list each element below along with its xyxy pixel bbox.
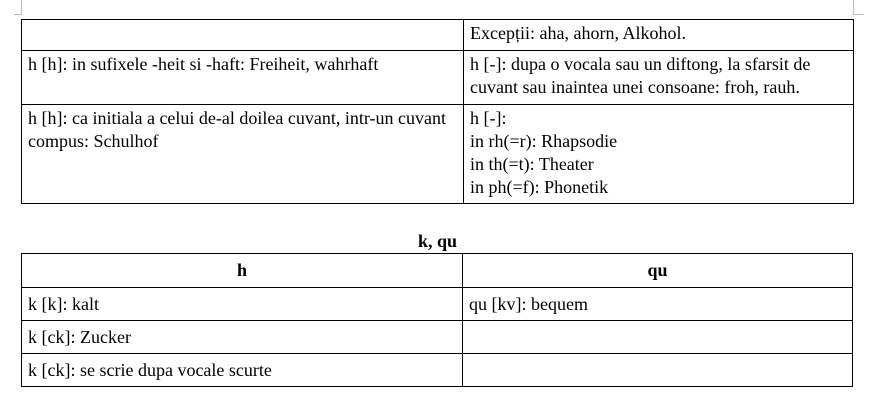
table-cell: [464, 105, 854, 204]
cell-line: in ph(=f): Phonetik: [470, 177, 609, 197]
table-cell: qu [kv]: bequem: [463, 288, 853, 321]
page-corner-mark-left: [14, 0, 22, 15]
column-header: h: [22, 254, 463, 288]
table-row: [22, 321, 853, 354]
table-row: [22, 354, 853, 387]
page-corner-mark-right: [853, 0, 864, 15]
table-row: [22, 51, 854, 105]
cell-line: in rh(=r): Rhapsodie: [470, 131, 618, 151]
section-title: k, qu: [417, 231, 458, 251]
table-cell: [463, 321, 853, 354]
cell-line: in th(=t): Theater: [470, 154, 594, 174]
cell-line: Excepții: aha, ahorn, Alkohol.: [470, 23, 686, 43]
cell-line: cuvant sau inaintea unei consoane: froh, rauh.: [470, 77, 800, 97]
table-cell: k [ck]: Zucker: [22, 321, 463, 354]
table-cell: k [ck]: se scrie dupa vocale scurte: [22, 354, 463, 387]
pronunciation-table-k-qu: [21, 253, 853, 387]
table-cell: [464, 20, 854, 51]
cell-line: h [-]: dupa o vocala sau un diftong, la sfarsit de: [470, 54, 811, 74]
table-cell: h [h]: in sufixele -heit si -haft: Freiheit, wahrhaft: [22, 51, 464, 105]
table-header-row: [22, 254, 853, 288]
table-row: [22, 20, 854, 51]
table-cell: k [k]: kalt: [22, 288, 463, 321]
table-cell: [464, 51, 854, 105]
table-row: [22, 105, 854, 204]
table-cell: [463, 354, 853, 387]
table-cell: h [h]: ca initiala a celui de-al doilea cuvant, intr-un cuvant compus: Schulhof: [22, 105, 464, 204]
column-header: qu: [463, 254, 853, 288]
pronunciation-table-h: [21, 19, 854, 204]
table-row: [22, 288, 853, 321]
cell-line: h [-]:: [470, 108, 507, 128]
table-cell: [22, 20, 464, 51]
